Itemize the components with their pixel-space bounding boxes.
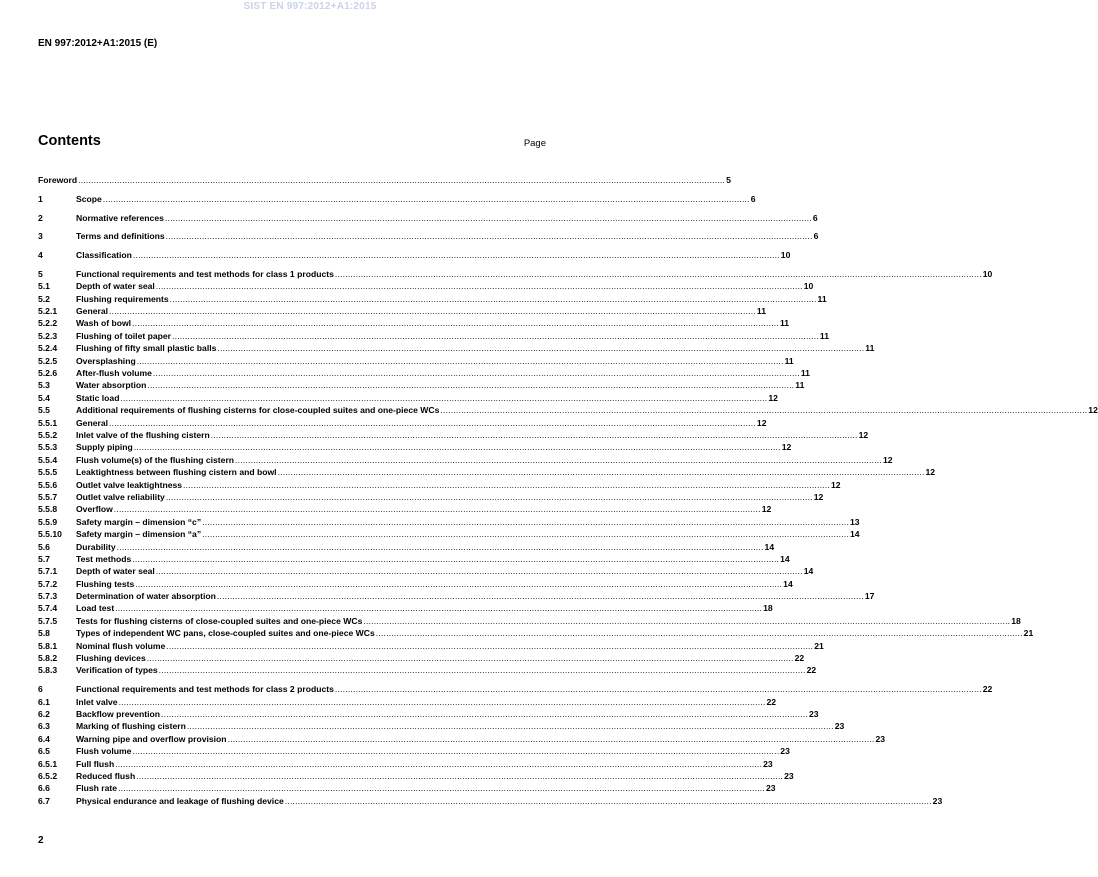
toc-entry-page: 11 (800, 368, 810, 379)
toc-entry-number: 4 (38, 250, 43, 261)
toc-entry-title: Normative references (76, 212, 164, 223)
toc-entry-title: Wash of bowl (76, 318, 132, 329)
toc-entry-title: Static load (76, 392, 120, 403)
toc-entry-page: 6 (750, 193, 756, 204)
dot-leader (172, 330, 819, 342)
toc-entry-page: 14 (850, 529, 860, 540)
toc-entry-number: 5.5.2 (38, 429, 58, 440)
toc-entry-title: Scope (76, 193, 102, 204)
toc-entry-number: 5.8.3 (38, 665, 58, 676)
toc-entry-number: 5.7.2 (38, 578, 58, 589)
toc-entry-page: 18 (1011, 615, 1021, 626)
toc-entry-page: 11 (819, 330, 830, 341)
dot-leader (120, 392, 767, 404)
dot-leader (202, 516, 849, 528)
toc-entry-page: 23 (808, 708, 819, 719)
toc-entry-page: 11 (784, 355, 794, 366)
toc-entry-number: 5.8.1 (38, 640, 58, 651)
toc-entry-number: 5.5.1 (38, 417, 58, 428)
dot-leader (147, 652, 794, 664)
toc-entry[interactable] (38, 720, 845, 732)
toc-entry-title: General (76, 306, 109, 317)
toc-entry[interactable] (38, 664, 817, 676)
dot-leader (217, 590, 864, 602)
toc-entry[interactable] (38, 330, 830, 342)
toc-entry[interactable] (38, 466, 936, 478)
toc-entry-page: 12 (781, 442, 792, 453)
toc-entry-page: 13 (850, 516, 860, 527)
toc-entry-number: 5.7 (38, 553, 50, 564)
dot-leader (285, 795, 932, 807)
dot-leader (132, 553, 779, 565)
toc-entry[interactable] (38, 683, 993, 695)
dot-leader (228, 733, 875, 745)
toc-entry-number: 5.5.4 (38, 454, 58, 465)
dot-leader (156, 280, 803, 292)
toc-entry-number: 5.5.3 (38, 442, 58, 453)
toc-entry-title: After-flush volume (76, 368, 152, 379)
toc-entry[interactable] (38, 745, 790, 757)
toc-entry-page: 17 (864, 591, 875, 602)
toc-entry-title: Flushing of toilet paper (76, 330, 172, 341)
toc-entry-number: 6.6 (38, 783, 50, 794)
toc-entry-number: 5 (38, 268, 43, 279)
toc-entry-number: 5.2.4 (38, 343, 58, 354)
toc-entry-page: 23 (834, 721, 845, 732)
toc-entry[interactable] (38, 479, 841, 491)
toc-entry-title: Determination of water absorption (76, 591, 216, 602)
toc-entry[interactable] (38, 590, 875, 602)
toc-entry[interactable] (38, 733, 886, 745)
toc-entry-number: 5.7.5 (38, 615, 58, 626)
toc-entry[interactable] (38, 696, 777, 708)
toc-entry-number: 5.2 (38, 293, 50, 304)
dot-leader (132, 317, 779, 329)
toc-entry-page: 11 (865, 343, 875, 354)
toc-entry-number: 6.1 (38, 696, 50, 707)
toc-entry-number: 5.8.2 (38, 653, 58, 664)
dot-leader (117, 541, 764, 553)
toc-entry-title: Flush volume(s) of the flushing cistern (76, 454, 235, 465)
dot-leader (119, 696, 766, 708)
toc-entry[interactable] (38, 193, 756, 205)
toc-entry-title: Nominal flush volume (76, 640, 166, 651)
toc-entry-page: 11 (817, 293, 827, 304)
toc-entry-title: Inlet valve (76, 696, 118, 707)
toc-entry[interactable] (38, 404, 1098, 416)
dot-leader (202, 528, 849, 540)
toc-entry[interactable] (38, 454, 893, 466)
toc-entry[interactable] (38, 230, 819, 242)
dot-leader (165, 212, 812, 224)
toc-entry-number: 3 (38, 231, 43, 242)
toc-entry-page: 11 (795, 380, 805, 391)
toc-entry[interactable] (38, 708, 819, 720)
toc-entry-number: 6.4 (38, 733, 50, 744)
toc-entry-number: 5.5.8 (38, 504, 58, 515)
toc-entry[interactable] (38, 528, 860, 540)
toc-entry-number: 5.8 (38, 628, 50, 639)
toc-entry[interactable] (38, 379, 805, 391)
toc-entry-title: Full flush (76, 758, 115, 769)
toc-entry-page: 10 (803, 281, 814, 292)
dot-leader (159, 664, 806, 676)
toc-entry[interactable] (38, 305, 767, 317)
toc-entry-page: 18 (763, 603, 773, 614)
toc-entry-number: 5.5.9 (38, 516, 58, 527)
toc-entry-title: Flushing of fifty small plastic balls (76, 343, 217, 354)
toc-entry-number: 5.7.3 (38, 591, 58, 602)
toc-entry-title: Reduced flush (76, 770, 136, 781)
toc-entry-page: 23 (784, 770, 794, 781)
dot-leader (103, 193, 750, 205)
contents-title: Contents (38, 133, 101, 149)
dot-leader (335, 268, 982, 280)
toc-entry-title: Depth of water seal (76, 566, 155, 577)
toc-entry[interactable] (38, 429, 869, 441)
toc-entry-number: 5.5.7 (38, 491, 58, 502)
dot-leader (183, 479, 830, 491)
toc-entry-number: 5.7.1 (38, 566, 58, 577)
toc-entry-page: 12 (756, 417, 767, 428)
toc-entry-number: 1 (38, 193, 43, 204)
toc-entry-number: 5.2.1 (38, 306, 58, 317)
toc-entry-page: 6 (813, 231, 819, 242)
toc-entry-number: 5.5.6 (38, 479, 58, 490)
dot-leader (376, 627, 1023, 639)
toc-entry-page: 12 (858, 429, 869, 440)
toc-entry-title: Inlet valve of the flushing cistern (76, 429, 210, 440)
toc-entry-title: Physical endurance and leakage of flushing device (76, 795, 284, 806)
toc-entry-title: Flushing devices (76, 653, 146, 664)
toc-entry-number: 5.4 (38, 392, 50, 403)
toc-entry-number: 6.5.1 (38, 758, 58, 769)
toc-entry-title: Flushing requirements (76, 293, 169, 304)
toc-entry[interactable] (38, 212, 818, 224)
toc-entry[interactable] (38, 578, 793, 590)
toc-entry-page: 12 (830, 479, 841, 490)
toc-entry[interactable] (38, 417, 767, 429)
toc-entry[interactable] (38, 758, 773, 770)
toc-entry-title: Additional requirements of flushing cisterns for close-coupled suites and one-piece WCs (76, 405, 440, 416)
toc-entry-title: Types of independent WC pans, close-coupled suites and one-piece WCs (76, 628, 375, 639)
dot-leader (187, 720, 834, 732)
dot-leader (278, 466, 925, 478)
toc-entry-page: 22 (982, 684, 993, 695)
page-number: 2 (38, 835, 44, 846)
dot-leader (170, 293, 817, 305)
dot-leader (363, 615, 1010, 627)
toc-entry-number: 5.1 (38, 281, 50, 292)
dot-leader (217, 342, 864, 354)
toc-entry-page: 12 (882, 454, 893, 465)
toc-entry[interactable] (38, 268, 993, 280)
toc-entry-number: 6.5.2 (38, 770, 58, 781)
toc-entry-number: 5.7.4 (38, 603, 58, 614)
toc-entry-title: Backflow prevention (76, 708, 161, 719)
toc-entry-number: 6.5 (38, 746, 50, 757)
toc-entry-page: 12 (768, 392, 778, 403)
toc-entry[interactable] (38, 342, 875, 354)
toc-entry-page: 6 (812, 212, 818, 223)
toc-entry[interactable] (38, 367, 810, 379)
dot-leader (115, 602, 762, 614)
toc-entry-number: 5.2.2 (38, 318, 58, 329)
toc-entry-page: 23 (932, 795, 943, 806)
toc-entry-page: 23 (765, 783, 776, 794)
toc-entry[interactable] (38, 503, 772, 515)
toc-entry[interactable] (38, 516, 860, 528)
toc-entry-title: General (76, 417, 109, 428)
toc-entry[interactable] (38, 249, 791, 261)
dot-leader (115, 758, 762, 770)
toc-entry-title: Overflow (76, 504, 113, 515)
toc-entry-title: Functional requirements and test methods for class 2 products (76, 684, 334, 695)
toc-entry-page: 22 (766, 696, 777, 707)
toc-entry-page: 14 (780, 553, 790, 564)
dot-leader (133, 249, 780, 261)
dot-leader (109, 305, 756, 317)
dot-leader (132, 745, 779, 757)
dot-leader (118, 782, 765, 794)
toc-entry-page: 12 (813, 491, 824, 502)
dot-leader (134, 441, 781, 453)
toc-entry-number: 6.3 (38, 721, 50, 732)
toc-entry-title: Outlet valve leaktightness (76, 479, 183, 490)
toc-entry[interactable] (38, 491, 824, 503)
dot-leader (156, 565, 803, 577)
toc-entry-page: 14 (764, 541, 775, 552)
dot-leader (335, 683, 982, 695)
dot-leader (135, 578, 782, 590)
toc-entry[interactable] (38, 553, 790, 565)
toc-entry-number: 5.6 (38, 541, 50, 552)
toc-entry-number: 6.7 (38, 795, 50, 806)
toc-entry[interactable] (38, 541, 775, 553)
toc-entry-page: 11 (756, 306, 767, 317)
toc-entry[interactable] (38, 602, 773, 614)
toc-entry[interactable] (38, 441, 792, 453)
dot-leader (136, 770, 783, 782)
toc-entry-title: Warning pipe and overflow provision (76, 733, 227, 744)
toc-entry-title: Water absorption (76, 380, 147, 391)
document-id: EN 997:2012+A1:2015 (E) (38, 38, 158, 49)
toc-entry[interactable] (38, 640, 824, 652)
toc-entry-page: 23 (875, 733, 886, 744)
toc-entry-page: 12 (925, 467, 936, 478)
toc-entry-page: 11 (779, 318, 790, 329)
toc-entry-title: Marking of flushing cistern (76, 721, 186, 732)
dot-leader (78, 174, 725, 186)
toc-entry-title: Terms and definitions (76, 231, 165, 242)
dot-leader (161, 708, 808, 720)
toc-entry-title: Flushing tests (76, 578, 135, 589)
toc-entry-title: Functional requirements and test methods for class 1 products (76, 268, 334, 279)
toc-entry-number: 5.2.3 (38, 330, 58, 341)
dot-leader (137, 355, 784, 367)
dot-leader (114, 503, 761, 515)
toc-entry-number: 6.2 (38, 708, 50, 719)
toc-entry-title: Leaktightness between flushing cistern and bowl (76, 467, 277, 478)
toc-entry-title: Tests for flushing cisterns of close-coupled suites and one-piece WCs (76, 615, 363, 626)
toc-entry-title: Safety margin – dimension “a” (76, 529, 202, 540)
toc-entry-number: 5.5 (38, 405, 50, 416)
table-of-contents (38, 174, 1098, 807)
toc-entry[interactable] (38, 280, 814, 292)
toc-entry-number: 6 (38, 684, 43, 695)
toc-entry-page: 14 (803, 566, 814, 577)
toc-entry-title: Flush volume (76, 746, 132, 757)
toc-entry-title: Outlet valve reliability (76, 491, 165, 502)
dot-leader (109, 417, 756, 429)
dot-leader (166, 230, 813, 242)
toc-entry-title: Durability (76, 541, 116, 552)
toc-entry-page: 12 (761, 504, 772, 515)
toc-entry-number: 5.2.5 (38, 355, 58, 366)
toc-entry-title: Foreword (38, 175, 78, 185)
toc-entry-title: Test methods (76, 553, 132, 564)
toc-entry[interactable] (38, 795, 943, 807)
toc-entry-title: Safety margin – dimension “c” (76, 516, 202, 527)
toc-entry-page: 23 (763, 758, 773, 769)
toc-entry[interactable] (38, 174, 731, 186)
toc-entry-page: 10 (780, 250, 791, 261)
toc-entry[interactable] (38, 627, 1034, 639)
dot-leader (166, 491, 813, 503)
toc-entry-page: 12 (1088, 405, 1098, 416)
toc-entry[interactable] (38, 317, 790, 329)
toc-entry-page: 21 (814, 640, 824, 651)
dot-leader (211, 429, 858, 441)
dot-leader (440, 404, 1087, 416)
toc-entry-page: 5 (726, 175, 731, 185)
dot-leader (166, 640, 813, 652)
toc-entry-title: Flush rate (76, 783, 118, 794)
toc-entry[interactable] (38, 782, 776, 794)
toc-entry-page: 21 (1023, 628, 1034, 639)
toc-entry-title: Oversplashing (76, 355, 136, 366)
toc-entry-page: 10 (982, 268, 993, 279)
toc-entry-page: 14 (783, 578, 793, 589)
toc-entry-number: 5.5.5 (38, 467, 58, 478)
toc-entry[interactable] (38, 770, 794, 782)
toc-entry[interactable] (38, 355, 794, 367)
toc-entry[interactable] (38, 392, 778, 404)
page-column-label: Page (523, 138, 546, 149)
toc-entry-number: 2 (38, 212, 43, 223)
dot-leader (235, 454, 882, 466)
toc-entry[interactable] (38, 565, 814, 577)
toc-entry-page: 22 (806, 665, 817, 676)
toc-entry-page: 23 (780, 746, 790, 757)
toc-entry[interactable] (38, 652, 805, 664)
toc-entry-title: Depth of water seal (76, 281, 155, 292)
toc-entry[interactable] (38, 615, 1021, 627)
dot-leader (153, 367, 800, 379)
toc-entry-number: 5.5.10 (38, 529, 62, 540)
toc-entry-page: 22 (794, 653, 805, 664)
toc-entry-title: Classification (76, 250, 132, 261)
toc-entry-title: Supply piping (76, 442, 133, 453)
toc-entry-title: Load test (76, 603, 115, 614)
dot-leader (147, 379, 794, 391)
toc-entry-title: Verification of types (76, 665, 158, 676)
toc-entry-number: 5.2.6 (38, 368, 58, 379)
watermark: SIST EN 997:2012+A1:2015 (243, 1, 377, 12)
toc-entry-number: 5.3 (38, 380, 50, 391)
toc-entry[interactable] (38, 293, 827, 305)
